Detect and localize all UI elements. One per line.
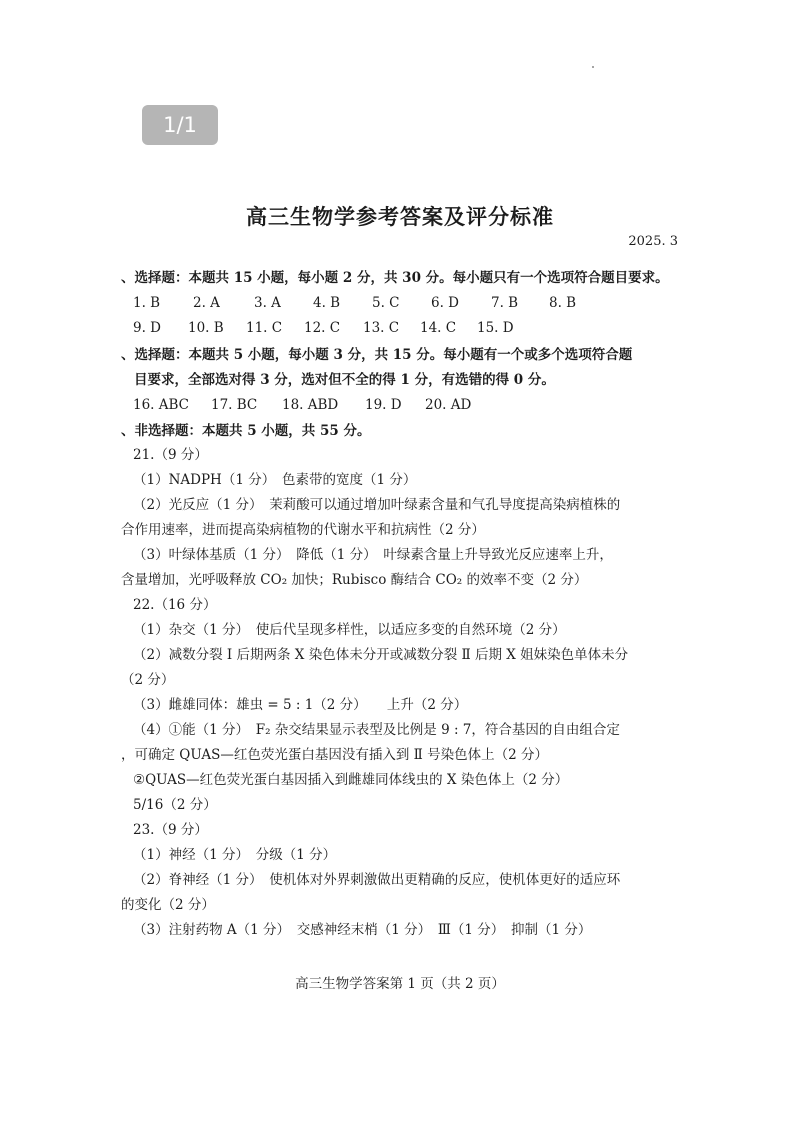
document-title: 高三生物学参考答案及评分标准 — [246, 204, 554, 229]
stray-dot — [592, 66, 594, 68]
answer-line: （1）NADPH（1 分） 色素带的宽度（1 分） — [133, 472, 417, 488]
answer-item: 13. C — [363, 320, 400, 336]
answer-line: （2）光反应（1 分） 茉莉酸可以通过增加叶绿素含量和气孔导度提高染病植株的 — [133, 497, 621, 513]
answer-item: 17. BC — [211, 397, 258, 413]
answer-item: 2. A — [193, 295, 220, 311]
answer-line: ，可确定 QUAS—红色荧光蛋白基因没有插入到 Ⅱ 号染色体上（2 分） — [121, 747, 548, 763]
section3-heading: 、非选择题：本题共 5 小题，共 55 分。 — [121, 423, 371, 439]
answer-line: 的变化（2 分） — [121, 897, 215, 913]
answer-item: 12. C — [304, 320, 341, 336]
question-21-heading: 21.（9 分） — [133, 447, 208, 463]
answer-item: 20. AD — [425, 397, 472, 413]
answer-line: （3）注射药物 A（1 分） 交感神经末梢（1 分） Ⅲ（1 分） 抑制（1 分） — [133, 922, 592, 938]
answer-item: 7. B — [491, 295, 519, 311]
section1-answers-row2 — [133, 318, 514, 338]
section1-answers-row1 — [133, 293, 576, 313]
answer-line: （4）①能（1 分） F₂ 杂交结果显示表型及比例是 9 : 7，符合基因的自由组合定 — [133, 722, 620, 738]
question-23-heading: 23.（9 分） — [133, 822, 208, 838]
answer-item: 1. B — [133, 295, 161, 311]
answer-line: 合作用速率，进而提高染病植物的代谢水平和抗病性（2 分） — [121, 522, 485, 538]
answer-item: 4. B — [313, 295, 341, 311]
answer-item: 10. B — [188, 320, 224, 336]
answer-item: 19. D — [365, 397, 402, 413]
answer-item: 9. D — [133, 320, 161, 336]
answer-line: （2 分） — [121, 672, 175, 688]
answer-line: 5/16（2 分） — [133, 797, 217, 813]
answer-item: 8. B — [549, 295, 577, 311]
answer-item: 6. D — [431, 295, 459, 311]
answer-line: （2）脊神经（1 分） 使机体对外界刺激做出更精确的反应，使机体更好的适应环 — [133, 872, 621, 888]
question-22-heading: 22.（16 分） — [133, 597, 217, 613]
page-footer: 高三生物学答案第 1 页（共 2 页） — [295, 976, 505, 992]
answer-line: （1）神经（1 分） 分级（1 分） — [133, 847, 337, 863]
answer-line: （2）减数分裂 Ⅰ 后期两条 X 染色体未分开或减数分裂 Ⅱ 后期 X 姐妹染色单体未分 — [133, 647, 629, 663]
answer-item: 14. C — [420, 320, 457, 336]
answer-item: 18. ABD — [282, 397, 339, 413]
answer-line: 含量增加，光呼吸释放 CO₂ 加快；Rubisco 酶结合 CO₂ 的效率不变（2 分） — [121, 572, 588, 588]
answer-item: 11. C — [246, 320, 283, 336]
answer-line: （3）叶绿体基质（1 分） 降低（1 分） 叶绿素含量上升导致光反应速率上升， — [133, 547, 613, 563]
section2-heading-line1: 、选择题：本题共 5 小题，每小题 3 分，共 15 分。每小题有一个或多个选项符合题 — [121, 347, 633, 363]
page-indicator-badge[interactable] — [142, 105, 218, 145]
section1-heading: 、选择题：本题共 15 小题，每小题 2 分，共 30 分。每小题只有一个选项符合题目要求。 — [121, 270, 669, 286]
section2-heading-line2: 目要求，全部选对得 3 分，选对但不全的得 1 分，有选错的得 0 分。 — [134, 372, 555, 388]
section2-answers-row — [133, 395, 471, 415]
page-indicator-text: 1/1 — [163, 113, 197, 137]
document-date: 2025. 3 — [628, 234, 678, 249]
answer-item: 15. D — [477, 320, 514, 336]
answer-line: ②QUAS—红色荧光蛋白基因插入到雌雄同体线虫的 X 染色体上（2 分） — [133, 772, 569, 788]
answer-item: 5. C — [372, 295, 400, 311]
answer-line: （3）雌雄同体：雄虫 = 5 : 1（2 分） 上升（2 分） — [133, 697, 468, 713]
answer-item: 16. ABC — [133, 397, 190, 413]
answer-line: （1）杂交（1 分） 使后代呈现多样性，以适应多变的自然环境（2 分） — [133, 622, 566, 638]
answer-item: 3. A — [254, 295, 281, 311]
